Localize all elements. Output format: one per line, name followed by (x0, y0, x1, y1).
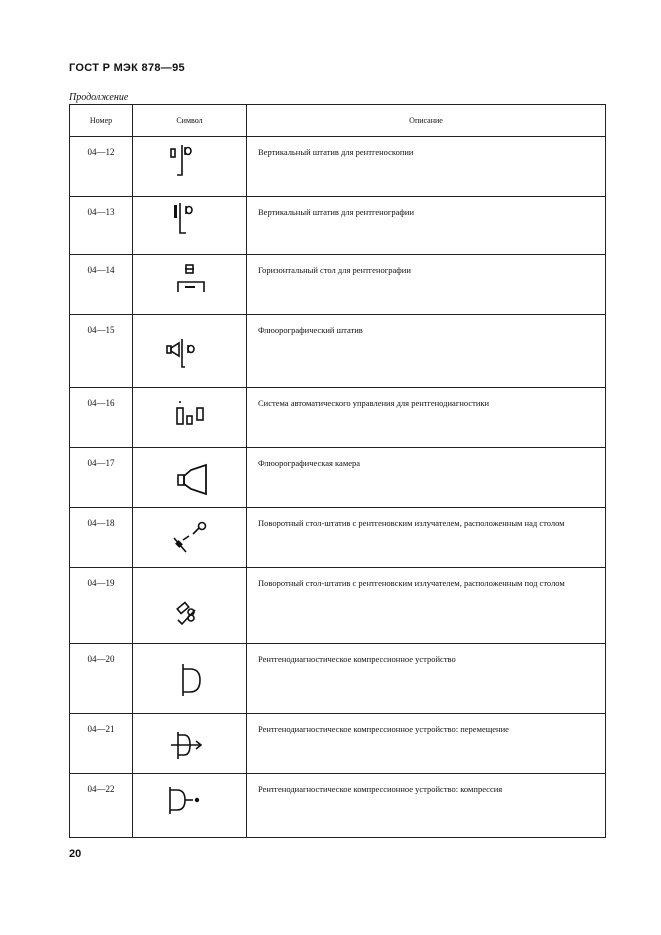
row-description: Рентгенодиагностическое компрессионное устройство: компрессия (247, 774, 606, 838)
table-row (70, 448, 606, 508)
fluorographic-camera-icon (133, 448, 247, 508)
row-number: 04—18 (70, 508, 133, 568)
continued-label: Продолжение (69, 92, 129, 103)
column-header-description: Описание (247, 105, 606, 137)
row-number: 04—17 (70, 448, 133, 508)
row-description: Рентгенодиагностическое компрессионное устройство (247, 644, 606, 714)
row-number: 04—13 (70, 197, 133, 255)
row-description: Вертикальный штатив для рентгенографии (247, 197, 606, 255)
compression-device-compression-icon (133, 774, 247, 838)
table-row (70, 315, 606, 388)
table-row (70, 508, 606, 568)
row-description: Горизонтальный стол для рентгенографии (247, 255, 606, 315)
row-description: Вертикальный штатив для рентгеноскопии (247, 137, 606, 197)
row-number: 04—21 (70, 714, 133, 774)
tilting-table-tube-above-icon (133, 508, 247, 568)
vertical-stand-fluoroscopy-icon (133, 137, 247, 197)
row-description: Флюорографическая камера (247, 448, 606, 508)
row-number: 04—22 (70, 774, 133, 838)
column-header-symbol: Символ (133, 105, 247, 137)
table-row (70, 388, 606, 448)
row-number: 04—14 (70, 255, 133, 315)
column-header-number: Номер (70, 105, 133, 137)
row-number: 04—19 (70, 568, 133, 644)
row-description: Поворотный стол-штатив с рентгеновским излучателем, расположенным под столом (247, 568, 606, 644)
tilting-table-tube-below-icon (133, 568, 247, 644)
row-number: 04—20 (70, 644, 133, 714)
document-code: ГОСТ Р МЭК 878—95 (69, 62, 185, 74)
row-description: Рентгенодиагностическое компрессионное устройство: перемещение (247, 714, 606, 774)
table-row (70, 197, 606, 255)
row-number: 04—16 (70, 388, 133, 448)
row-description: Система автоматического управления для рентгенодиагностики (247, 388, 606, 448)
compression-device-icon (133, 644, 247, 714)
row-number: 04—12 (70, 137, 133, 197)
fluorographic-stand-icon (133, 315, 247, 388)
horizontal-table-radiography-icon (133, 255, 247, 315)
row-description: Поворотный стол-штатив с рентгеновским излучателем, расположенным над столом (247, 508, 606, 568)
table-header-row (70, 105, 606, 137)
symbols-table (69, 104, 606, 838)
table-row (70, 137, 606, 197)
table-row (70, 644, 606, 714)
row-description: Флюорографический штатив (247, 315, 606, 388)
table-row (70, 714, 606, 774)
table-row (70, 774, 606, 838)
table-row (70, 568, 606, 644)
table-row (70, 255, 606, 315)
automatic-control-system-icon (133, 388, 247, 448)
row-number: 04—15 (70, 315, 133, 388)
page-number: 20 (69, 848, 82, 860)
compression-device-movement-icon (133, 714, 247, 774)
vertical-stand-radiography-icon (133, 197, 247, 255)
